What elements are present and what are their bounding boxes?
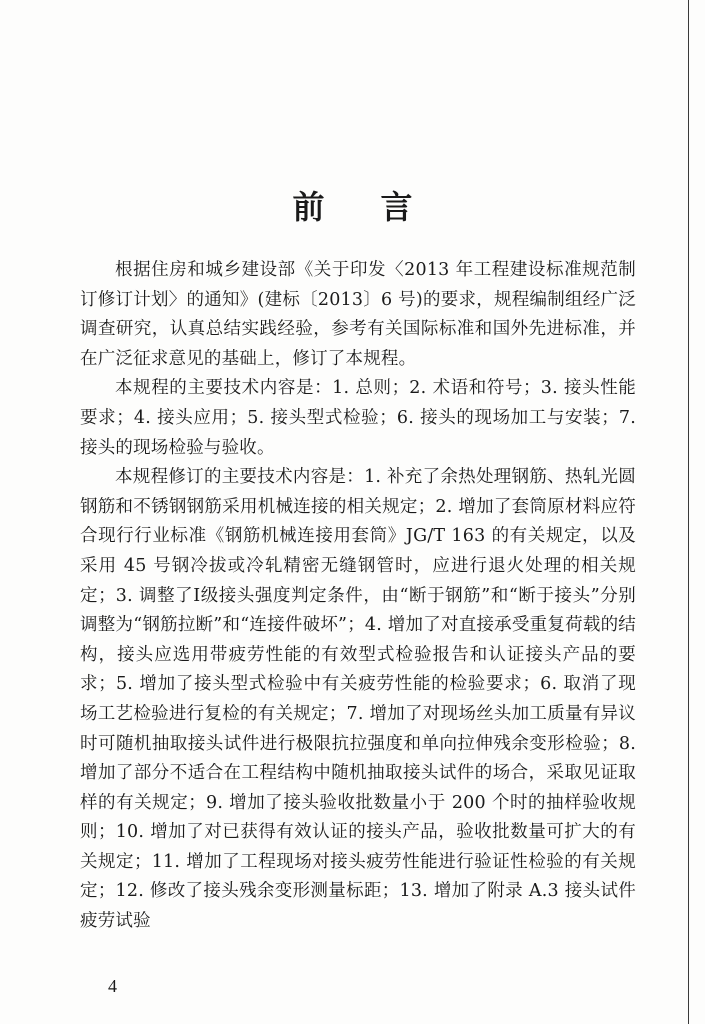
paragraph-3: 本规程修订的主要技术内容是：1. 补充了余热处理钢筋、热轧光圆钢筋和不锈钢钢筋采用机械连接的相关规定；2. 增加了套筒原材料应符合现行行业标准《钢筋机械连接用套筒》JG/T 163 的有关规定，以及采用 45 号钢冷拔或冷轧精密无缝钢管时，应进行退火处理的相关规定；3. 调整了Ⅰ级接头强度判定条件，由“断于钢筋”和“断于接头”分别调整为“钢筋拉断”和“连接件破坏”；4. 增加了对直接承受重复荷载的结构，接头应选用带疲劳性能的有效型式检验报告和认证接头产品的要求；5. 增加了接头型式检验中有关疲劳性能的检验要求；6. 取消了现场工艺检验进行复检的有关规定；7. 增加了对现场丝头加工质量有异议时可随机抽取接头试件进行极限抗拉强度和单向拉伸残余变形检验；8. 增加了部分不适合在工程结构中随机抽取接头试件的场合，采取见证取样的有关规定；9. 增加了接头验收批数量小于 200 个时的抽样验收规则；10. 增加了对已获得有效认证的接头产品，验收批数量可扩大的有关规定；11. 增加了工程现场对接头疲劳性能进行验证性检验的有关规定；12. 修改了接头残余变形测量标距；13. 增加了附录 A.3 接头试件疲劳试验 xyxy=(80,467,636,932)
paragraph-2: 本规程的主要技术内容是：1. 总则；2. 术语和符号；3. 接头性能要求；4. 接头应用；5. 接头型式检验；6. 接头的现场加工与安装；7. 接头的现场检验与验收。 xyxy=(80,378,636,458)
page-edge-line xyxy=(688,0,689,1024)
paragraph-1: 根据住房和城乡建设部《关于印发〈2013 年工程建设标准规范制订修订计划〉的通知》(建标〔2013〕6 号)的要求，规程编制组经广泛调查研究，认真总结实践经验，参考有关国际标准和国外先进标准，并在广泛征求意见的基础上，修订了本规程。 xyxy=(80,260,636,369)
body-text xyxy=(80,256,636,937)
page-number: 4 xyxy=(108,976,117,996)
page-title: 前言 xyxy=(292,188,469,226)
